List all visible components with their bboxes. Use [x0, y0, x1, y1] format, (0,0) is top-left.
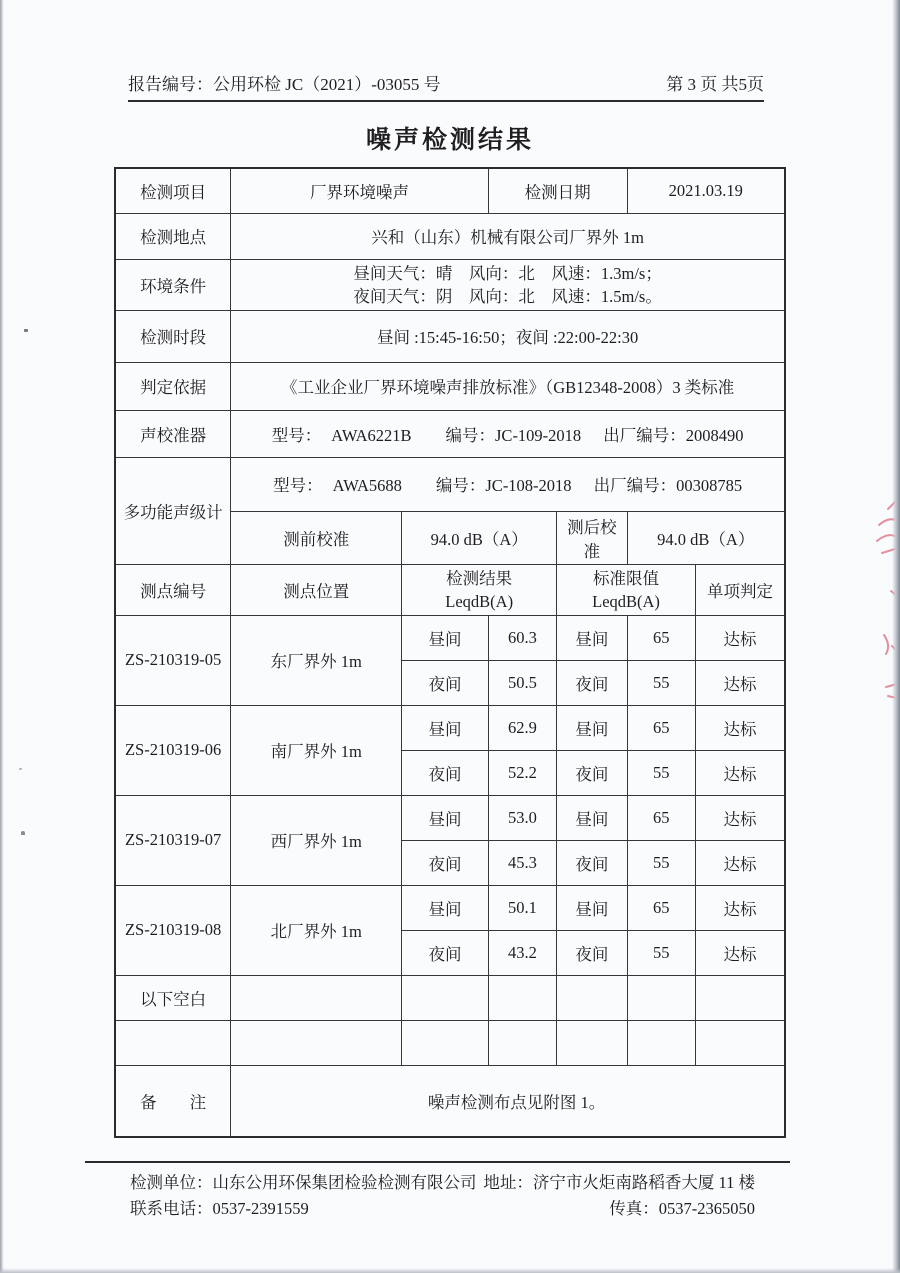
judge-cell: 达标 — [695, 705, 785, 750]
footer-phone — [130, 1196, 309, 1222]
table-row — [115, 615, 785, 660]
value-cell: 53.0 — [488, 795, 556, 840]
period-cell: 昼间 — [402, 795, 489, 840]
row-meter-model — [115, 457, 785, 511]
location-value: 兴和（山东）机械有限公司厂界外 1m — [231, 213, 785, 259]
project-value: 厂界环境噪声 — [231, 168, 489, 213]
basis-value: 《工业企业厂界环境噪声排放标准》（GB12348-2008）3 类标准 — [231, 362, 785, 410]
row-project — [115, 168, 785, 213]
pre-calibration-value: 94.0 dB（A） — [402, 511, 557, 564]
phone-value: 0537-2391559 — [212, 1199, 309, 1218]
scan-speck — [19, 768, 22, 770]
document-title: 噪声检测结果 — [365, 127, 534, 154]
point-location: 西厂界外 1m — [231, 795, 402, 885]
row-environment — [115, 259, 785, 310]
limit-cell: 65 — [627, 615, 695, 660]
meter-serial-label: 编号： — [435, 476, 486, 495]
calibrator-label: 声校准器 — [115, 410, 231, 457]
limit-cell: 65 — [627, 795, 695, 840]
calibrator-model: AWA6221B — [331, 425, 412, 445]
footer-line-2 — [130, 1196, 755, 1222]
limit-period-cell: 夜间 — [557, 840, 627, 885]
footer-line-1 — [130, 1170, 755, 1196]
project-label: 检测项目 — [115, 168, 231, 213]
environment-value — [231, 259, 785, 310]
row-empty — [115, 1020, 785, 1065]
empty-cell — [488, 1020, 556, 1065]
page-edge-right — [892, 0, 900, 1273]
value-cell: 52.2 — [488, 750, 556, 795]
footer-org — [130, 1170, 477, 1196]
judge-cell: 达标 — [695, 660, 785, 705]
limit-title: 标准限值 — [593, 568, 660, 588]
period-cell: 夜间 — [402, 840, 489, 885]
address-label: 地址： — [483, 1173, 533, 1192]
calibrator-factory: 2008490 — [685, 425, 744, 445]
empty-cell — [402, 975, 489, 1020]
noise-results-table — [114, 167, 786, 1138]
empty-cell — [557, 1020, 627, 1065]
judge-cell: 达标 — [695, 885, 785, 930]
page-edge-left — [0, 0, 4, 1273]
col-header-limit — [557, 564, 696, 615]
limit-period-cell: 夜间 — [557, 660, 627, 705]
meter-factory: 00308785 — [676, 476, 743, 495]
results-header-row — [115, 564, 785, 615]
calibrator-serial: JC-109-2018 — [495, 425, 582, 445]
table-row — [115, 885, 785, 930]
value-cell: 62.9 — [488, 705, 556, 750]
row-note — [115, 1065, 785, 1137]
meter-value — [231, 457, 785, 511]
environment-night: 夜间天气：阴 风向：北 风速：1.5m/s。 — [353, 286, 662, 306]
point-no: ZS-210319-08 — [115, 885, 231, 975]
org-label: 检测单位： — [130, 1173, 213, 1192]
scan-speck — [24, 329, 28, 332]
point-no: ZS-210319-06 — [115, 705, 231, 795]
empty-cell — [557, 975, 627, 1020]
empty-cell — [695, 975, 785, 1020]
period-value: 昼间 :15:45-16:50；夜间 :22:00-22:30 — [231, 310, 785, 362]
period-cell: 昼间 — [402, 885, 489, 930]
empty-cell — [115, 1020, 231, 1065]
environment-day: 昼间天气：晴 风向：北 风速：1.3m/s； — [353, 263, 662, 283]
row-blank-label — [115, 975, 785, 1020]
calibrator-model-label: 型号： — [271, 425, 322, 445]
value-cell: 50.1 — [488, 885, 556, 930]
table-row — [115, 705, 785, 750]
period-cell: 夜间 — [402, 660, 489, 705]
meter-label: 多功能声级计 — [115, 457, 231, 564]
pre-calibration-label: 测前校准 — [231, 511, 402, 564]
post-calibration-label: 测后校准 — [557, 511, 627, 564]
calibrator-factory-label: 出厂编号： — [603, 425, 686, 445]
col-header-point-no: 测点编号 — [115, 564, 231, 615]
environment-label: 环境条件 — [115, 259, 231, 310]
period-cell: 昼间 — [402, 615, 489, 660]
page-footer — [85, 1161, 790, 1222]
address-value: 济宁市火炬南路稻香大厦 11 楼 — [532, 1173, 755, 1192]
meter-model: AWA5688 — [332, 476, 402, 495]
limit-period-cell: 昼间 — [557, 885, 627, 930]
limit-cell: 65 — [627, 885, 695, 930]
row-calibrator — [115, 410, 785, 457]
value-cell: 45.3 — [488, 840, 556, 885]
empty-cell — [627, 1020, 695, 1065]
page-header — [128, 70, 764, 102]
empty-cell — [627, 975, 695, 1020]
empty-cell — [231, 975, 402, 1020]
location-label: 检测地点 — [115, 213, 231, 259]
limit-period-cell: 昼间 — [557, 795, 627, 840]
empty-cell — [488, 975, 556, 1020]
fax-label: 传真： — [609, 1199, 659, 1218]
page-number: 第 3 页 共5页 — [666, 75, 764, 94]
period-label: 检测时段 — [115, 310, 231, 362]
date-label: 检测日期 — [488, 168, 627, 213]
empty-cell — [231, 1020, 402, 1065]
limit-period-cell: 昼间 — [557, 705, 627, 750]
limit-cell: 55 — [627, 930, 695, 975]
footer-address — [483, 1170, 755, 1196]
meter-model-label: 型号： — [273, 476, 323, 495]
note-label: 备 注 — [115, 1065, 231, 1137]
value-cell: 50.5 — [488, 660, 556, 705]
judge-cell: 达标 — [695, 930, 785, 975]
calibrator-value — [231, 410, 785, 457]
row-period — [115, 310, 785, 362]
date-value: 2021.03.19 — [627, 168, 785, 213]
limit-period-cell: 夜间 — [557, 750, 627, 795]
point-location: 北厂界外 1m — [231, 885, 402, 975]
limit-period-cell: 昼间 — [557, 615, 627, 660]
meter-factory-label: 出厂编号： — [593, 476, 677, 495]
value-cell: 43.2 — [488, 930, 556, 975]
post-calibration-value: 94.0 dB（A） — [627, 511, 785, 564]
row-basis — [115, 362, 785, 410]
footer-fax — [609, 1196, 755, 1222]
result-unit: LeqdB(A) — [445, 591, 514, 611]
judge-cell: 达标 — [695, 750, 785, 795]
empty-cell — [695, 1020, 785, 1065]
scan-speck — [21, 831, 25, 835]
point-no: ZS-210319-07 — [115, 795, 231, 885]
limit-unit: LeqdB(A) — [592, 591, 660, 611]
point-location: 东厂界外 1m — [231, 615, 402, 705]
point-no: ZS-210319-05 — [115, 615, 231, 705]
point-location: 南厂界外 1m — [231, 705, 402, 795]
blank-label: 以下空白 — [115, 975, 231, 1020]
empty-cell — [402, 1020, 489, 1065]
limit-cell: 65 — [627, 705, 695, 750]
page-edge-bottom — [0, 1268, 900, 1273]
org-value: 山东公用环保集团检验检测有限公司 — [212, 1173, 477, 1192]
judge-cell: 达标 — [695, 795, 785, 840]
period-cell: 昼间 — [402, 705, 489, 750]
period-cell: 夜间 — [402, 930, 489, 975]
fax-value: 0537-2365050 — [658, 1199, 755, 1218]
period-cell: 夜间 — [402, 750, 489, 795]
calibrator-serial-label: 编号： — [445, 425, 496, 445]
value-cell: 60.3 — [488, 615, 556, 660]
meter-serial: JC-108-2018 — [485, 476, 572, 495]
limit-period-cell: 夜间 — [557, 930, 627, 975]
limit-cell: 55 — [627, 840, 695, 885]
judge-cell: 达标 — [695, 615, 785, 660]
judge-cell: 达标 — [695, 840, 785, 885]
note-value: 噪声检测布点见附图 1。 — [231, 1065, 785, 1137]
row-location — [115, 213, 785, 259]
col-header-result — [402, 564, 557, 615]
report-number: 报告编号：公用环检 JC（2021）-03055 号 — [128, 75, 441, 94]
table-row — [115, 795, 785, 840]
col-header-location: 测点位置 — [231, 564, 402, 615]
limit-cell: 55 — [627, 750, 695, 795]
phone-label: 联系电话： — [130, 1199, 213, 1218]
basis-label: 判定依据 — [115, 362, 231, 410]
col-header-judgement: 单项判定 — [695, 564, 785, 615]
result-title: 检测结果 — [446, 568, 513, 588]
limit-cell: 55 — [627, 660, 695, 705]
